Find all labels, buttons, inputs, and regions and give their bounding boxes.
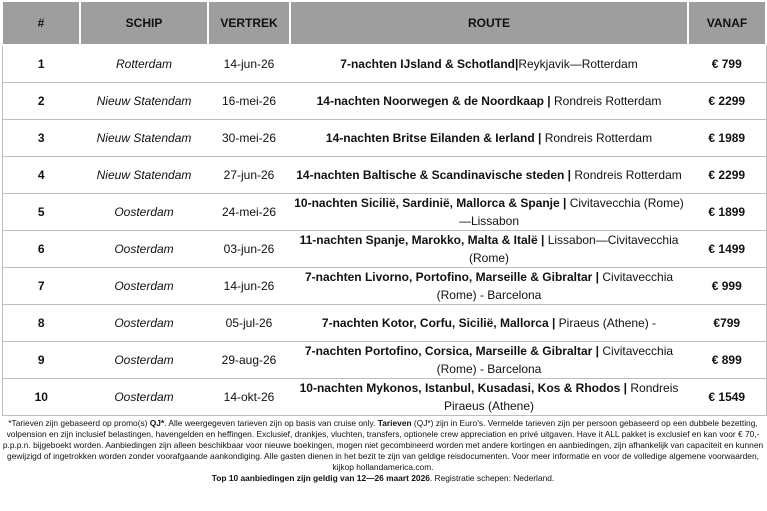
- footnote-promo-code: QJ*: [149, 418, 165, 428]
- route-separator: |: [537, 233, 548, 247]
- row-ship: Oosterdam: [80, 305, 208, 342]
- row-price: € 1549: [688, 379, 766, 416]
- header-num: #: [2, 1, 80, 45]
- route-separator: |: [514, 57, 519, 71]
- table-header-row: [2, 1, 766, 45]
- table-row: [2, 231, 766, 268]
- row-ship: Oosterdam: [80, 342, 208, 379]
- footnote-tarieven: Tarieven: [377, 418, 412, 428]
- route-title: 14-nachten Britse Eilanden & Ierland: [325, 131, 535, 145]
- row-route: [290, 157, 688, 194]
- row-route: [290, 83, 688, 120]
- row-num: 3: [2, 120, 80, 157]
- route-title: 7-nachten Portofino, Corsica, Marseille & Gibraltar: [304, 344, 593, 358]
- row-departure: 03-jun-26: [208, 231, 290, 268]
- row-num: 4: [2, 157, 80, 194]
- route-title: 14-nachten Baltische & Scandinavische steden: [296, 168, 565, 182]
- row-num: 10: [2, 379, 80, 416]
- row-departure: 30-mei-26: [208, 120, 290, 157]
- row-departure: 16-mei-26: [208, 83, 290, 120]
- row-departure: 24-mei-26: [208, 194, 290, 231]
- header-departure: VERTREK: [208, 1, 290, 45]
- route-separator: |: [592, 270, 603, 284]
- disclaimer-footnote: [1, 418, 765, 484]
- route-path: Lissabon—Civitavecchia (Rome): [468, 233, 679, 265]
- route-path: Rondreis Rotterdam: [544, 131, 653, 145]
- row-departure: 05-jul-26: [208, 305, 290, 342]
- route-separator: |: [559, 196, 570, 210]
- row-num: 5: [2, 194, 80, 231]
- row-departure: 14-okt-26: [208, 379, 290, 416]
- row-num: 2: [2, 83, 80, 120]
- table-row: [2, 45, 766, 83]
- row-route: [290, 379, 688, 416]
- header-ship: SCHIP: [80, 1, 208, 45]
- route-title: 11-nachten Spanje, Marokko, Malta & Italë: [299, 233, 538, 247]
- table-row: [2, 194, 766, 231]
- row-route: [290, 194, 688, 231]
- row-price: € 1989: [688, 120, 766, 157]
- route-path: Reykjavik—Rotterdam: [518, 57, 638, 71]
- table-row: [2, 157, 766, 194]
- row-route: [290, 342, 688, 379]
- route-separator: |: [548, 316, 559, 330]
- deals-table: [1, 0, 767, 416]
- route-path: Piraeus (Athene) -: [558, 316, 657, 330]
- header-route: ROUTE: [290, 1, 688, 45]
- route-path: Rondreis Rotterdam: [554, 94, 662, 108]
- table-row: [2, 83, 766, 120]
- route-path: Civitavecchia (Rome) —Lissabon: [458, 196, 684, 228]
- row-price: € 799: [688, 45, 766, 83]
- row-route: [290, 305, 688, 342]
- row-ship: Nieuw Statendam: [80, 120, 208, 157]
- route-path: Rondreis Rotterdam: [574, 168, 682, 182]
- row-ship: Nieuw Statendam: [80, 83, 208, 120]
- route-separator: |: [543, 94, 554, 108]
- table-row: [2, 305, 766, 342]
- table-row: [2, 268, 766, 305]
- footnote-registration: . Registratie schepen: Nederland.: [429, 473, 555, 483]
- row-ship: Oosterdam: [80, 231, 208, 268]
- row-num: 1: [2, 45, 80, 83]
- route-separator: |: [620, 381, 631, 395]
- deals-document: [1, 0, 765, 484]
- row-num: 6: [2, 231, 80, 268]
- route-separator: |: [564, 168, 575, 182]
- route-path: Civitavecchia (Rome) - Barcelona: [436, 344, 674, 376]
- row-ship: Oosterdam: [80, 268, 208, 305]
- route-separator: |: [534, 131, 545, 145]
- row-departure: 14-jun-26: [208, 45, 290, 83]
- route-separator: |: [592, 344, 603, 358]
- row-ship: Oosterdam: [80, 194, 208, 231]
- row-departure: 27-jun-26: [208, 157, 290, 194]
- row-route: [290, 45, 688, 83]
- row-price: € 1899: [688, 194, 766, 231]
- table-row: [2, 120, 766, 157]
- footnote-text: . Alle weergegeven tarieven zijn op basis van cruise only.: [164, 418, 378, 428]
- row-departure: 14-jun-26: [208, 268, 290, 305]
- row-route: [290, 268, 688, 305]
- row-num: 7: [2, 268, 80, 305]
- route-title: 7-nachten Livorno, Portofino, Marseille & Gibraltar: [304, 270, 593, 284]
- route-title: 10-nachten Mykonos, Istanbul, Kusadasi, Kos & Rhodos: [299, 381, 621, 395]
- footnote-text: *Tarieven zijn gebaseerd op promo(s): [8, 418, 150, 428]
- header-from: VANAF: [688, 1, 766, 45]
- row-departure: 29-aug-26: [208, 342, 290, 379]
- route-path: Rondreis Piraeus (Athene): [443, 381, 679, 413]
- row-price: € 1499: [688, 231, 766, 268]
- row-ship: Nieuw Statendam: [80, 157, 208, 194]
- row-num: 8: [2, 305, 80, 342]
- row-ship: Oosterdam: [80, 379, 208, 416]
- row-price: € 2299: [688, 83, 766, 120]
- row-price: € 899: [688, 342, 766, 379]
- row-route: [290, 231, 688, 268]
- row-route: [290, 120, 688, 157]
- row-ship: Rotterdam: [80, 45, 208, 83]
- footnote-validity: Top 10 aanbiedingen zijn geldig van 12—26 maart 2026: [211, 473, 430, 483]
- row-price: €799: [688, 305, 766, 342]
- row-price: € 2299: [688, 157, 766, 194]
- row-num: 9: [2, 342, 80, 379]
- table-row: [2, 342, 766, 379]
- row-price: € 999: [688, 268, 766, 305]
- route-title: 7-nachten Kotor, Corfu, Sicilië, Mallorca: [321, 316, 549, 330]
- footnote-text: (QJ*) zijn in Euro's. Vermelde tarieven zijn per persoon gebaseerd op een dubbele bezetting, volpension en zijn inclusief belastingen, havengelden en heffingen. Exclusief, drankjes, vluchten, transfers, optionele crew appreciation en privé uitgaven. Have it ALL pakket is exclusief en kan voor € 70,- p.p.p.n. bijgeboekt worden. Aanbiedingen zijn alleen beschikbaar voor nieuwe boekingen, mogen niet gecombineerd worden met andere kortingen en aanbiedingen, zijn afhankelijk van capaciteit en kunnen gewijzigd of ingetrokken worden zonder voorafgaande aankondiging. Alle gasten dienen in het bezit te zijn van geldige reisdocumenten. Voor meer informatie en voor de volledige algemene voorwaarden, kijkop hollandamerica.com.: [2, 418, 764, 472]
- route-title: 10-nachten Sicilië, Sardinië, Mallorca & Spanje: [294, 196, 560, 210]
- route-title: 7-nachten IJsland & Schotland: [340, 57, 515, 71]
- table-row: [2, 379, 766, 416]
- route-path: Civitavecchia (Rome) - Barcelona: [436, 270, 674, 302]
- route-title: 14-nachten Noorwegen & de Noordkaap: [316, 94, 544, 108]
